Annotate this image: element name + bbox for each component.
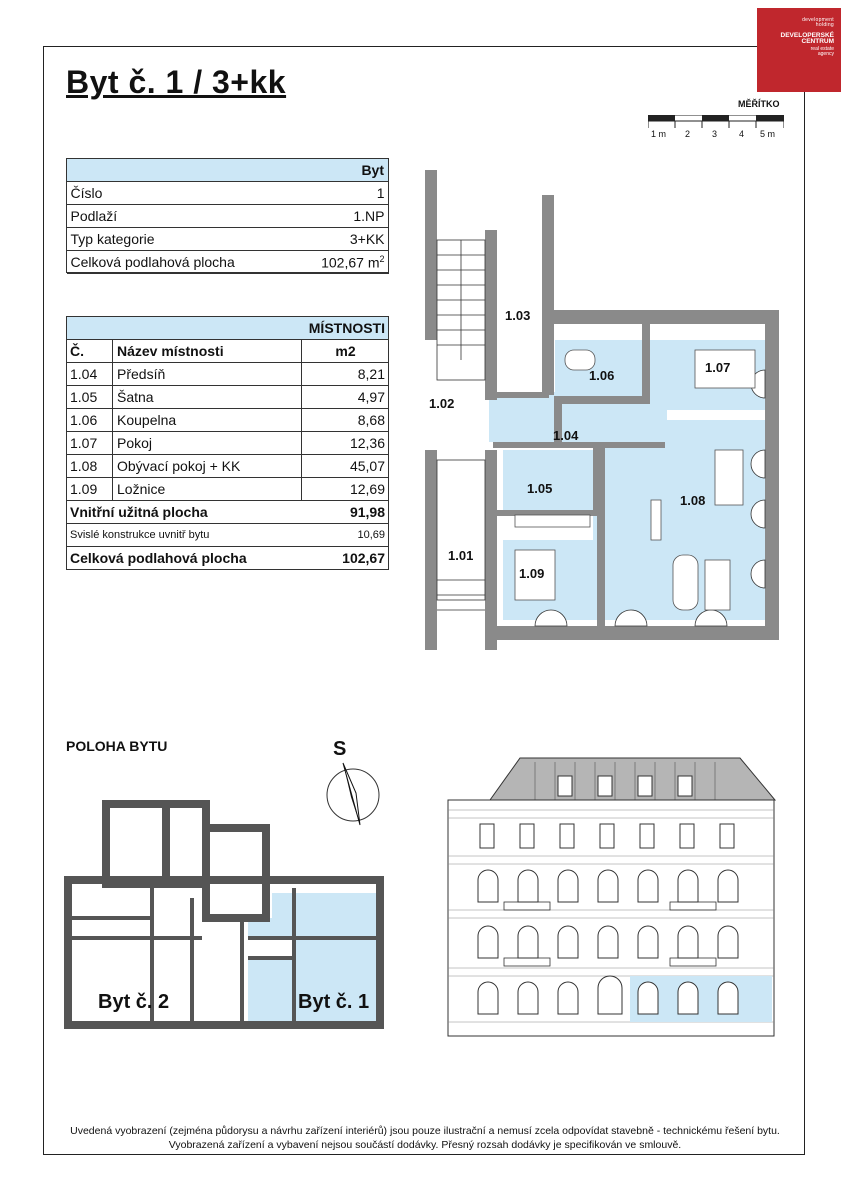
row-value: 1.NP [294, 205, 388, 228]
room-label-105: 1.05 [527, 481, 553, 496]
table-row [66, 455, 389, 478]
room-label-103: 1.03 [505, 308, 531, 323]
logo-text: holding [815, 22, 834, 29]
room-name: Ložnice [113, 478, 302, 501]
room-no: 1.04 [66, 363, 113, 386]
room-area: 8,68 [302, 409, 390, 432]
total-area-label: Celková podlahová plocha [66, 547, 302, 570]
area-unit-sup: 2 [379, 253, 385, 264]
room-name: Obývací pokoj + KK [113, 455, 302, 478]
col-header-area: m2 [302, 340, 390, 363]
row-value: 1 [294, 182, 388, 205]
row-label: Celková podlahová plocha [67, 251, 295, 274]
room-label-102: 1.02 [429, 396, 455, 411]
location-title: POLOHA BYTU [66, 738, 168, 754]
room-name: Koupelna [113, 409, 302, 432]
room-label-104: 1.04 [553, 428, 579, 443]
logo-brand: CENTRUM [801, 38, 834, 46]
room-area: 8,21 [302, 363, 390, 386]
logo-text: agency [817, 51, 834, 58]
room-no: 1.09 [66, 478, 113, 501]
table-row [66, 386, 389, 409]
row-label: Podlaží [67, 205, 295, 228]
logo-text: development [802, 17, 834, 23]
area-value: 102,67 m [321, 254, 380, 271]
room-area: 12,36 [302, 432, 390, 455]
scale-label: MĚŘÍTKO [738, 99, 780, 109]
logo-text: real estate [810, 46, 834, 53]
walls-row [66, 524, 389, 547]
flat-info-table [66, 158, 389, 274]
walls-label: Svislé konstrukce uvnitř bytu [66, 524, 302, 547]
building-key-plan [62, 798, 392, 1033]
room-label-107: 1.07 [705, 360, 731, 375]
table-row [67, 228, 389, 251]
row-value: 3+KK [294, 228, 388, 251]
row-value [294, 251, 388, 274]
table-row [66, 409, 389, 432]
compass-north-label: S [333, 738, 347, 760]
table-header: MÍSTNOSTI [66, 317, 389, 340]
table-row [67, 205, 389, 228]
total-area-row [66, 547, 389, 570]
room-name: Šatna [113, 386, 302, 409]
col-header-name: Název místnosti [113, 340, 302, 363]
table-header: Byt [67, 159, 389, 182]
flat-1-label: Byt č. 1 [298, 991, 370, 1013]
scale-tick: 3 [712, 129, 718, 139]
logo-brand: DEVELOPERSKÉ [780, 31, 834, 39]
page-title: Byt č. 1 / 3+kk [66, 64, 287, 100]
floor-plan [415, 160, 795, 660]
scale-bar [648, 115, 784, 129]
scale-tick: 2 [685, 129, 691, 139]
room-no: 1.08 [66, 455, 113, 478]
scale-tick: 1 m [651, 129, 667, 139]
usable-area-row [66, 501, 389, 524]
scale-tick: 5 m [760, 129, 776, 139]
total-area-value: 102,67 [302, 547, 390, 570]
table-row [66, 432, 389, 455]
room-name: Pokoj [113, 432, 302, 455]
room-no: 1.05 [66, 386, 113, 409]
disclaimer: Uvedená vyobrazení (zejména půdorysu a návrhu zařízení interiérů) jsou pouze ilustrační a nemusí zcela odpovídat stavebně - technickému řešení bytu. Vyobrazená zařízení a vybavení nejsou součástí dodávky. Přesný rozsah dodávky je specifikován ve smlouvě. [70, 1125, 780, 1152]
row-label: Číslo [67, 182, 295, 205]
room-area: 12,69 [302, 478, 390, 501]
table-column-headers [66, 340, 389, 363]
room-area: 4,97 [302, 386, 390, 409]
company-logo [757, 8, 841, 92]
room-label-108: 1.08 [680, 493, 706, 508]
usable-area-value: 91,98 [302, 501, 390, 524]
table-row [67, 251, 389, 274]
room-area: 45,07 [302, 455, 390, 478]
scale-tick: 4 [739, 129, 745, 139]
room-label-101: 1.01 [448, 548, 474, 563]
rooms-table [66, 316, 389, 570]
room-label-106: 1.06 [589, 368, 615, 383]
room-name: Předsíň [113, 363, 302, 386]
walls-value: 10,69 [302, 524, 390, 547]
table-row [66, 478, 389, 501]
table-row [66, 363, 389, 386]
row-label: Typ kategorie [67, 228, 295, 251]
col-header-no: Č. [66, 340, 113, 363]
table-row [67, 182, 389, 205]
flat-2-label: Byt č. 2 [98, 991, 170, 1013]
building-facade [440, 752, 780, 1044]
room-label-109: 1.09 [519, 566, 545, 581]
usable-area-label: Vnitřní užitná plocha [66, 501, 302, 524]
room-no: 1.06 [66, 409, 113, 432]
room-no: 1.07 [66, 432, 113, 455]
